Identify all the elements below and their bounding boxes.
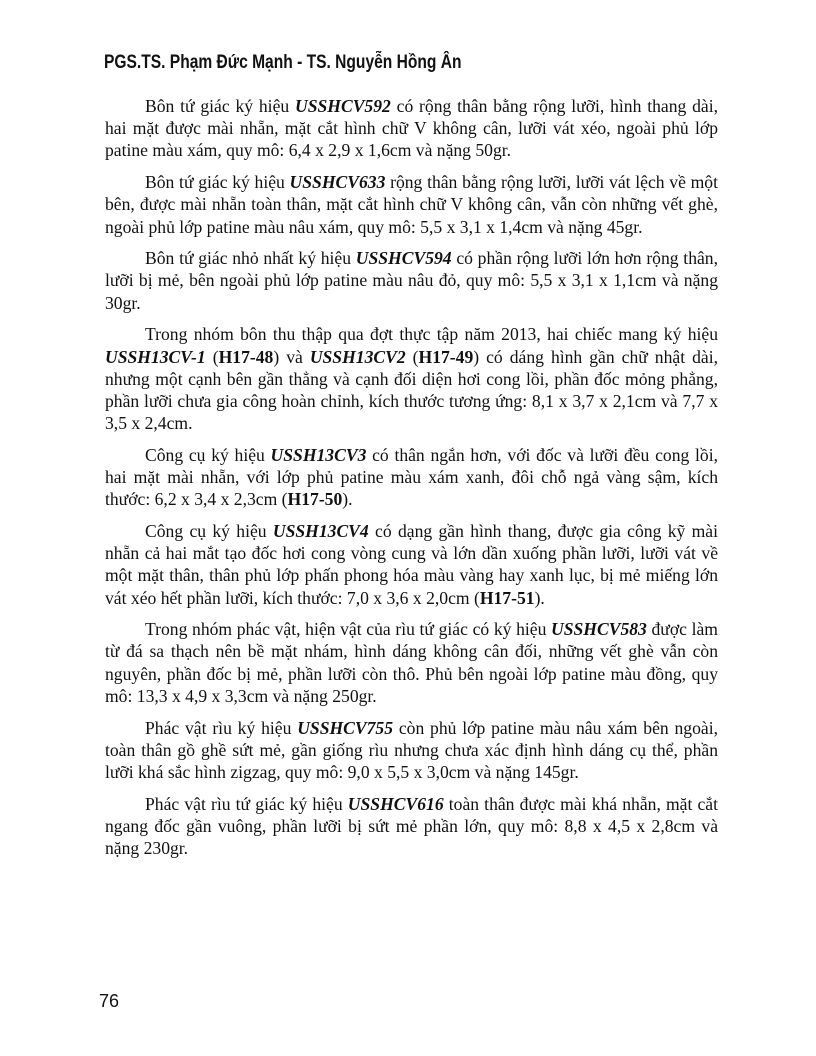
body-text: [105, 95, 718, 869]
page-number: 76: [99, 991, 120, 1011]
paragraph: [105, 520, 718, 609]
specimen-code: USSHCV633: [289, 172, 386, 193]
text-run: có phần rộng lưỡi lớn hơn rộng thân, lưỡi bị mẻ, bên ngoài phủ lớp patine màu nâu đỏ, quy mô: 5,5 x 3,1 x 1,1cm và nặng 30gr.: [105, 248, 718, 313]
specimen-code: USSHCV755: [297, 717, 394, 738]
paragraph: [105, 717, 718, 784]
figure-ref: H17-50: [287, 489, 343, 510]
text-run: Bôn tứ giác ký hiệu: [145, 172, 290, 193]
specimen-code: USSHCV592: [295, 96, 391, 116]
text-run: ) và: [273, 346, 310, 367]
text-run: (: [405, 346, 419, 367]
running-header: PGS.TS. Phạm Đức Mạnh - TS. Nguyễn Hồng Ân: [104, 52, 462, 73]
text-run: có rộng thân bằng rộng lưỡi, hình thang dài, hai mặt được mài nhẵn, mặt cắt hình chữ V không cân, lưỡi vát xéo, ngoài phủ lớp patine màu xám, quy mô: 6,4 x 2,9 x 1,6cm và nặng 50gr.: [105, 96, 718, 161]
specimen-code: USSH13CV4: [272, 520, 369, 541]
paragraph: [105, 444, 718, 511]
specimen-code: USSH13CV-1: [105, 346, 206, 367]
text-run: (: [205, 346, 219, 367]
figure-ref: H17-49: [418, 346, 474, 367]
text-run: Bôn tứ giác nhỏ nhất ký hiệu: [145, 248, 356, 269]
specimen-code: USSH13CV3: [270, 444, 367, 465]
text-run: rộng thân bằng rộng lưỡi, lưỡi vát lệch về một bên, được mài nhẵn toàn thân, mặt cắt hình chữ V không cân, vẫn còn những vết ghè, ngoài phủ lớp patine màu nâu xám, quy mô: 5,5 x 3,1 x 1,4cm và nặng 45gr.: [105, 172, 718, 237]
text-run: ) có dáng hình gần chữ nhật dài, nhưng một cạnh bên gần thẳng và cạnh đối diện hơi cong lồi, phần đốc mỏng phẳng, phần lưỡi chưa gia công hoàn chỉnh, kích thước tương ứng: 8,1 x 3,7 x 2,1cm và 7,7 x 3,5 x 2,4cm.: [105, 346, 718, 434]
specimen-code: USSHCV594: [355, 248, 452, 269]
text-run: được làm từ đá sa thạch nên bề mặt nhám, hình dáng không cân đối, những vết ghè vẫn còn nguyên, phần đốc bị mẻ, phần lưỡi còn thô. Phủ bên ngoài lớp patine màu đồng, quy mô: 13,3 x 4,9 x 3,3cm và nặng 250gr.: [105, 619, 718, 706]
paragraph: [105, 323, 718, 434]
text-run: Công cụ ký hiệu: [145, 520, 273, 541]
text-run: ).: [534, 587, 545, 608]
text-run: có thân ngắn hơn, với đốc và lưỡi đều cong lồi, hai mặt mài nhẵn, với lớp phủ patine màu xám xanh, đôi chỗ ngả vàng sậm, kích thước: 6,2 x 3,4 x 2,3cm (: [105, 444, 718, 510]
specimen-code: USSH13CV2: [309, 346, 406, 367]
text-run: Trong nhóm bôn thu thập qua đợt thực tập năm 2013, hai chiếc mang ký hiệu: [145, 324, 718, 345]
paragraph: [105, 171, 718, 238]
specimen-code: USSHCV616: [347, 793, 444, 814]
text-run: Bôn tứ giác ký hiệu: [145, 96, 295, 116]
paragraph: [105, 793, 718, 860]
text-run: toàn thân được mài khá nhẵn, mặt cắt ngang đốc gần vuông, phần lưỡi bị sứt mẻ phần lớn, quy mô: 8,8 x 4,5 x 2,8cm và nặng 230gr.: [105, 793, 718, 859]
paragraph: [105, 247, 718, 314]
figure-ref: H17-48: [218, 346, 274, 367]
text-run: Phác vật rìu tứ giác ký hiệu: [145, 793, 348, 814]
paragraph: [105, 95, 718, 162]
specimen-code: USSHCV583: [551, 619, 647, 640]
figure-ref: H17-51: [479, 587, 535, 608]
text-run: Trong nhóm phác vật, hiện vật của rìu tứ giác có ký hiệu: [145, 619, 552, 640]
paragraph: [105, 618, 718, 707]
text-run: ).: [342, 489, 353, 510]
text-run: có dạng gần hình thang, được gia công kỹ mài nhẵn cả hai mắt tạo đốc hơi cong vòng cung và lớn dần xuống phần lưỡi, lưỡi vát về một mặt thân, thân phủ lớp phấn phong hóa màu vàng hay xanh lục, bị mẻ miếng lớn vát xéo hết phần lưỡi, kích thước: 7,0 x 3,6 x 2,0cm (: [105, 520, 718, 608]
text-run: Công cụ ký hiệu: [145, 444, 271, 465]
text-run: Phác vật rìu ký hiệu: [145, 717, 298, 738]
text-run: còn phủ lớp patine màu nâu xám bên ngoài, toàn thân gồ ghề sứt mẻ, gần giống rìu nhưng chưa xác định hình dáng cụ thể, phần lưỡi khá sắc hình zigzag, quy mô: 9,0 x 5,5 x 3,0cm và nặng 145gr.: [105, 717, 718, 782]
